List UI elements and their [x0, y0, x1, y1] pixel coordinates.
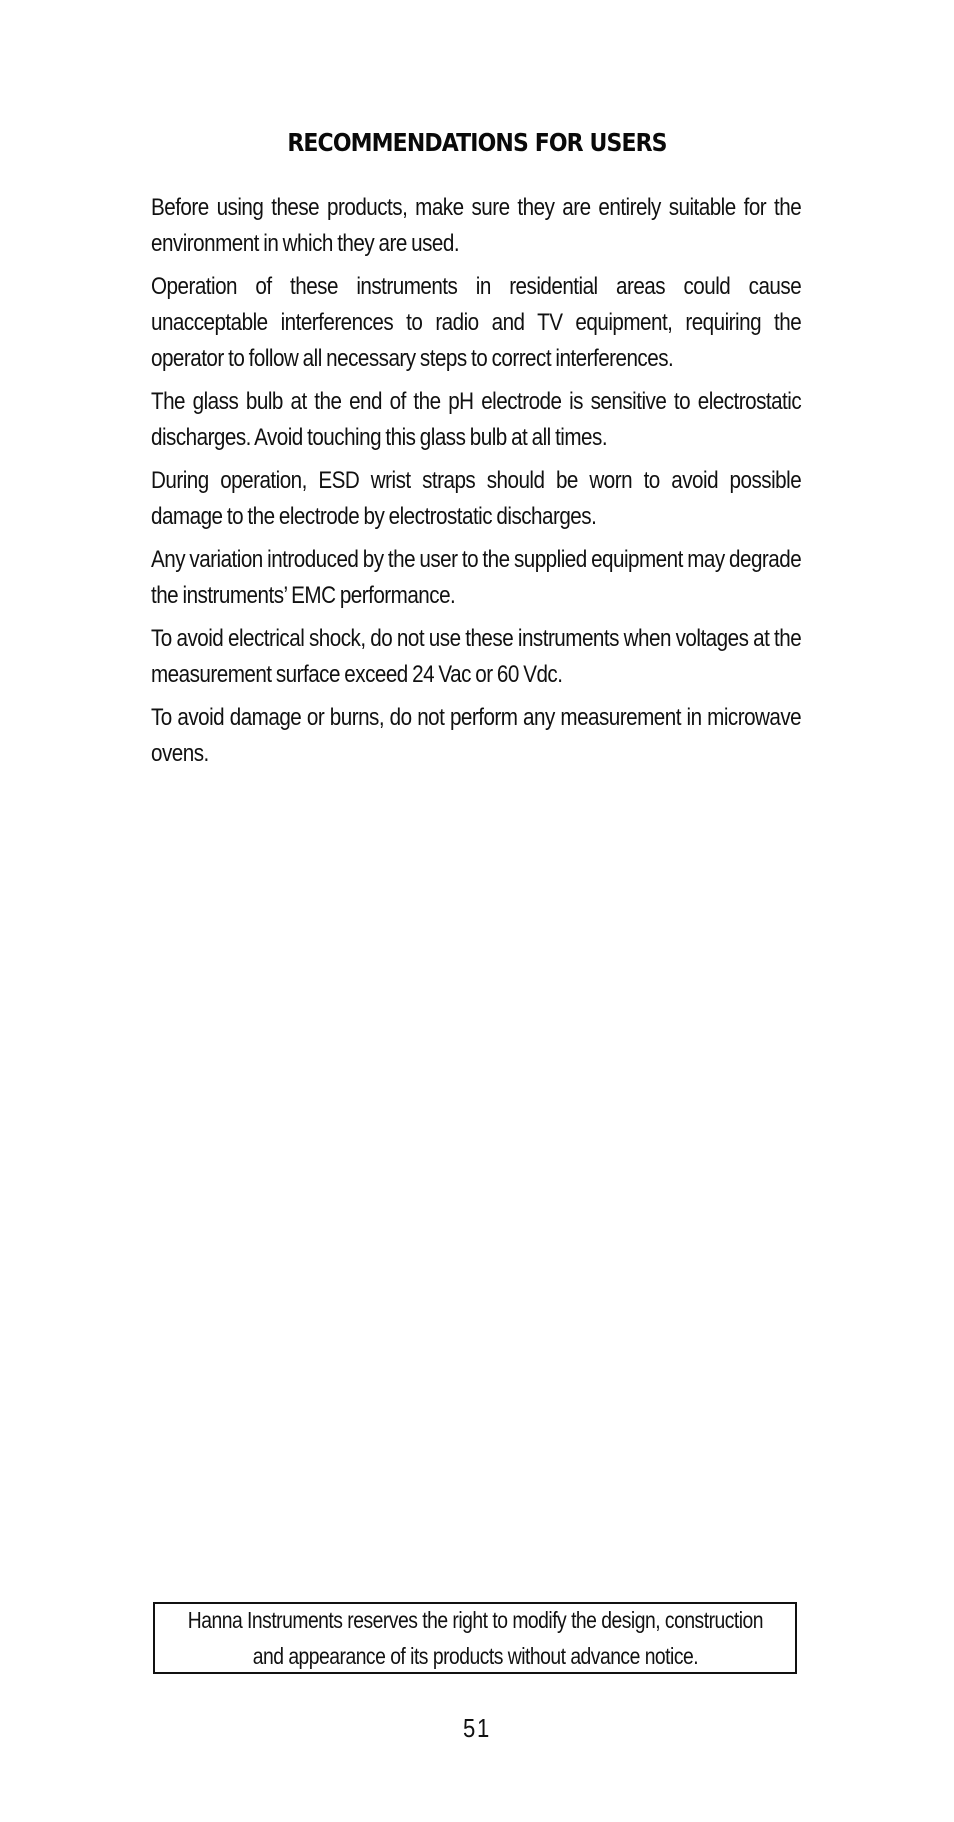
page-number: 51: [463, 1713, 491, 1743]
paragraph-suitability: Before using these products, make sure they are entirely suitable for the environment in which they are used.: [151, 194, 802, 257]
paragraph-emc-performance: Any variation introduced by the user to the supplied equipment may degrade the instruments’ EMC performance.: [151, 546, 802, 609]
notice-line-2: and appearance of its products without advance notice.: [252, 1643, 698, 1669]
notice-line-1: Hanna Instruments reserves the right to modify the design, construction: [187, 1607, 763, 1633]
recommendations-body: [151, 190, 801, 779]
paragraph-residential-interference: Operation of these instruments in residential areas could cause unacceptable interferences to radio and TV equipment, requiring the operator to follow all necessary steps to correct interferences.: [151, 273, 802, 372]
paragraph-esd-straps: During operation, ESD wrist straps should be worn to avoid possible damage to the electrode by electrostatic discharges.: [151, 467, 802, 530]
page-title: RECOMMENDATIONS FOR USERS: [287, 128, 667, 157]
paragraph-glass-bulb: The glass bulb at the end of the pH electrode is sensitive to electrostatic discharges. Avoid touching this glass bulb at all times.: [151, 388, 802, 451]
notice-box: [153, 1602, 797, 1674]
paragraph-microwave: To avoid damage or burns, do not perform any measurement in microwave ovens.: [151, 704, 802, 767]
notice-text: [187, 1602, 762, 1674]
paragraph-electrical-shock: To avoid electrical shock, do not use these instruments when voltages at the measurement surface exceed 24 Vac or 60 Vdc.: [151, 625, 802, 688]
